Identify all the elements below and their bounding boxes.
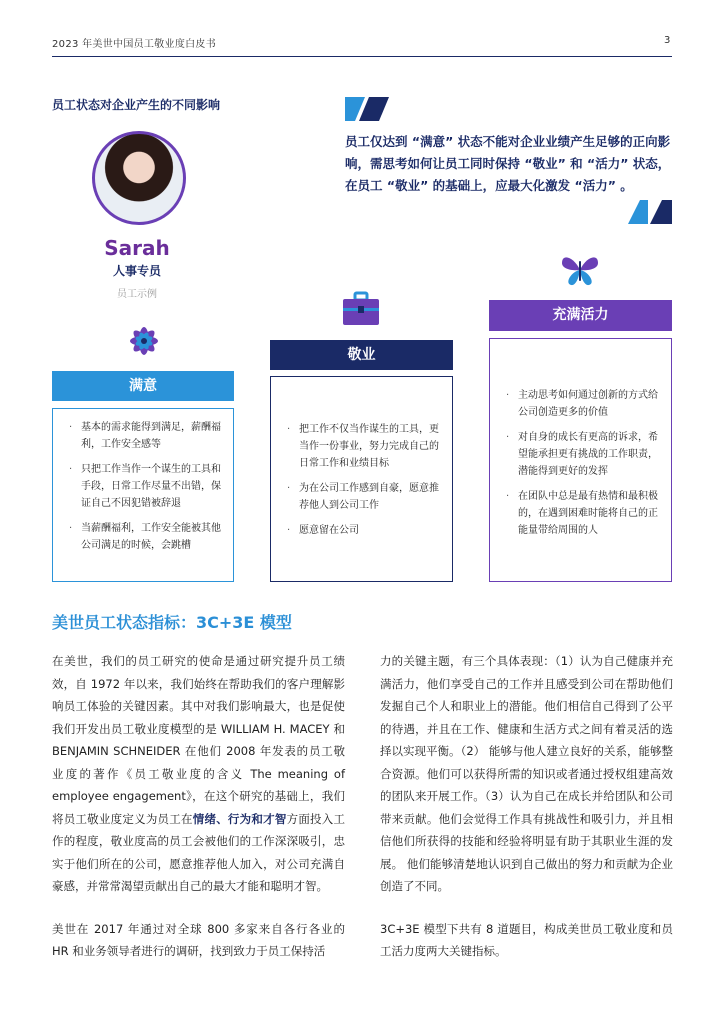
section-heading: 美世员工状态指标：3C+3E 模型 [52,613,292,632]
list-item: · 只把工作当作一个谋生的工具和手段，日常工作尽量不出错，保证自己不因犯错被辞退 [67,461,221,512]
mercer-chevron-icon [345,97,391,121]
butterfly-icon [560,253,600,287]
list-item: · 基本的需求能得到满足，薪酬福利，工作安全感等 [67,419,221,453]
profile-role: 人事专员 [112,264,161,278]
profile-caption: 员工示例 [117,289,157,300]
paragraph: 力的关键主题，有三个具体表现：（1）认为自己健康并充满活力，他们享受自己的工作并且感受到公司在帮助他们发掘自己个人和职业上的潜能。他们相信自己得到了公平的待遇，并且在工作、健康和生活方式之间有着灵活的选择以实现平衡。（2） 能够与他人建立良好的关系，能够整合资源。他们可以获得所需的知识或者通过授权组建高效的团队来开展工作。（3）认为自己在成长并给团队和公司带来贡献。他们会觉得工作具有挑战性和吸引力，并且相信他们所获得的技能和经验将明显有助于其职业生涯的发展。 他们能够清楚地认识到自己做出的努力和贡献为企业创造了不同。 [380,654,673,893]
avatar [92,131,186,225]
briefcase-icon [343,291,379,327]
list-item: · 对自身的成长有更高的诉求，希望能承担更有挑战的工作职责，潜能得到更好的发挥 [504,429,659,480]
state-box-engaged [270,376,453,582]
mercer-chevron-icon [628,200,672,224]
body-column-right [380,650,673,983]
paragraph: 美世在 2017 年通过对全球 800 多家来自各行各业的 HR 和业务领导者进行的调研，找到致力于员工保持活 [52,921,345,958]
text-run: 在美世，我们的员工研究的使命是通过研究提升员工绩效，自 1972 年以来，我们始终在帮助我们的客户理解影响员工体验的关键因素。其中对我们影响最大，也是促使我们开发出员工敬业度模型的是 WILLIAM H. MACEY 和 BENJAMIN SCHNEIDER 在他们 2008 年发表的员工敬业度的著作《员工敬业度的含义 The meaning of employee engagement》，在这个研究的基础上，我们将员工敬业度定义为员工在 [52,654,345,826]
state-band-energized: 充满活力 [489,300,672,331]
list-item: · 主动思考如何通过创新的方式给公司创造更多的价值 [504,387,659,421]
body-column-left [52,650,345,983]
header-title: 2023 年美世中国员工敬业度白皮书 [52,39,217,50]
text-run: 方面投入工作的程度，敬业度高的员工会被他们的工作深深吸引，忠实于他们所在的公司，愿意推荐他人加入，对公司充满自豪感，并常常渴望贡献出自己的最大才能和聪明才智。 [52,811,346,893]
flower-icon [125,322,163,360]
paragraph [52,650,345,898]
header-divider [52,56,672,57]
state-band-satisfied: 满意 [52,371,234,401]
paragraph: 3C+3E 模型下共有 8 道题目，构成美世员工敬业度和员工活力度两大关键指标。 [380,921,673,958]
section-subtitle: 员工状态对企业产生的不同影响 [52,98,221,112]
list-item: · 把工作不仅当作谋生的工具，更当作一份事业，努力完成自己的日常工作和业绩目标 [285,421,440,472]
state-box-energized [489,338,672,582]
profile-name: Sarah [104,236,170,260]
page-number: 3 [664,35,671,46]
key-quote: 员工仅达到 “满意” 状态不能对企业业绩产生足够的正向影响，需思考如何让员工同时保持 “敬业” 和 “活力” 状态，在员工 “敬业” 的基础上，应最大化激发 “活力” 。 [345,134,671,193]
list-item: · 当薪酬福利，工作安全能被其他公司满足的时候，会跳槽 [67,520,221,554]
list-item: · 愿意留在公司 [285,522,440,539]
list-item: · 为在公司工作感到自豪，愿意推荐他人到公司工作 [285,480,440,514]
state-box-satisfied [52,408,234,582]
state-band-engaged: 敬业 [270,340,453,370]
list-item: · 在团队中总是最有热情和最积极的，在遇到困难时能将自己的正能量带给周围的人 [504,488,659,539]
highlight-text: 情绪、行为和才智 [192,811,287,826]
